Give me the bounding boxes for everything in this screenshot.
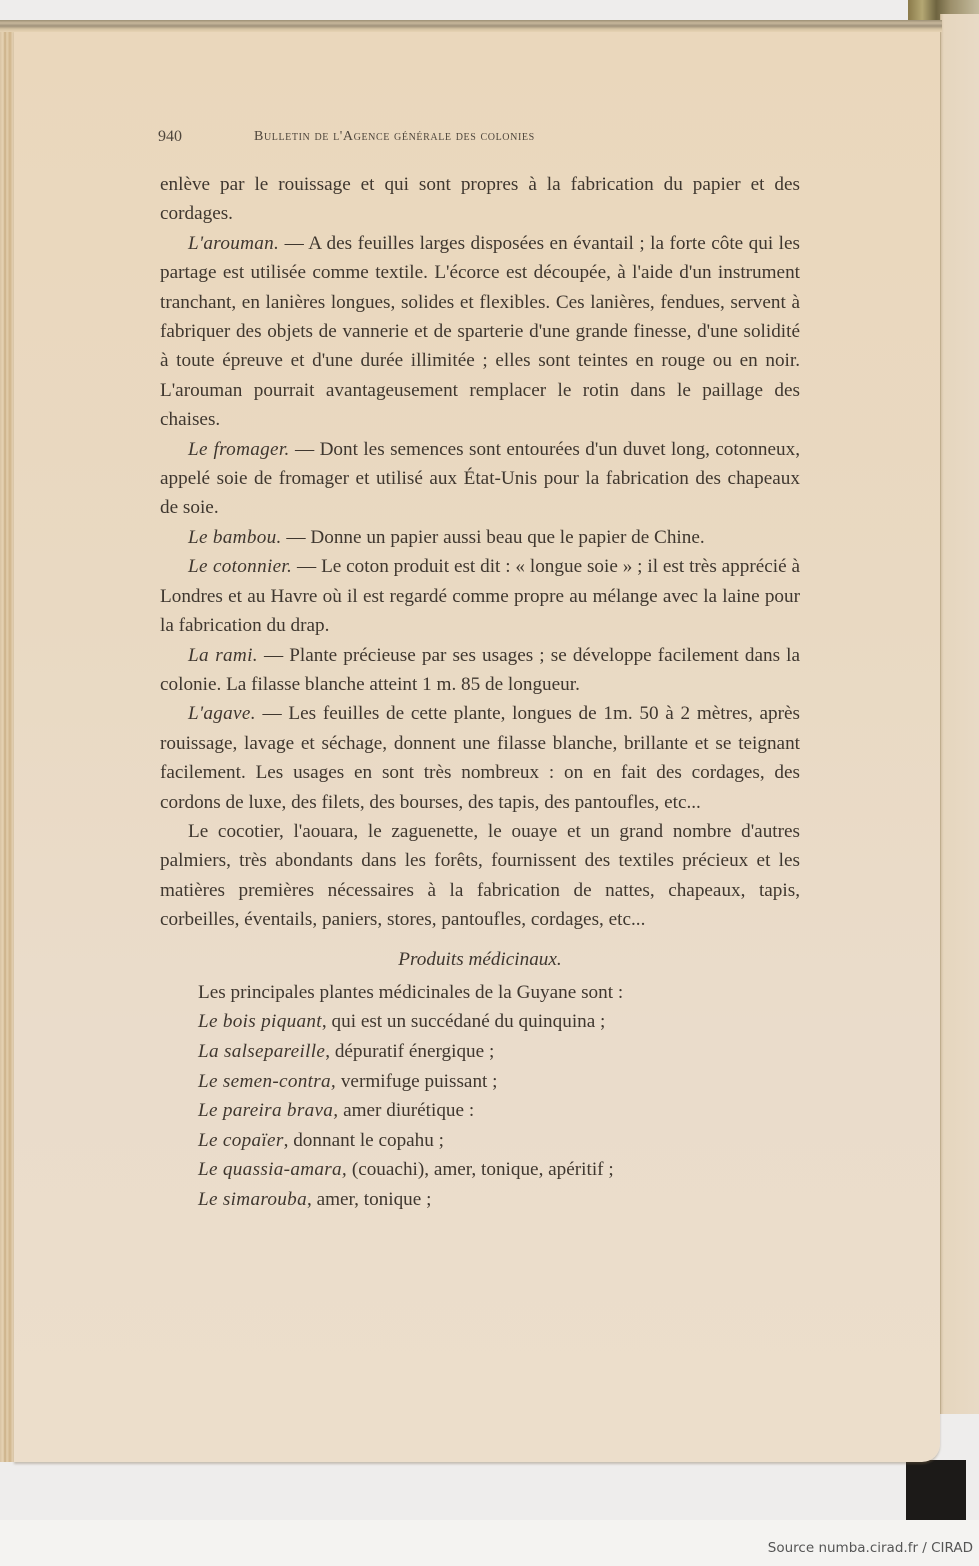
entry-term: La rami. — [188, 644, 258, 666]
list-item: Le simarouba, amer, tonique ; — [198, 1188, 432, 1210]
list-item: La salsepareille, dépuratif énergique ; — [198, 1040, 495, 1062]
list-item: Le copaïer, donnant le copahu ; — [198, 1129, 444, 1151]
entry-term: Le cotonnier. — [188, 556, 293, 578]
list-item: Le semen-contra, vermifuge puissant ; — [198, 1070, 498, 1092]
page-top-edge — [0, 20, 942, 32]
entry-term: L'agave. — [188, 703, 256, 725]
paragraph-cotonnier: Le cotonnier. — Le coton produit est dit : « longue soie » ; il est très apprécié à Londres et au Havre où il est regardé comme propre au mélange avec la laine pour la fabrication du drap. — [160, 556, 800, 637]
plant-name: Le simarouba — [198, 1188, 307, 1210]
entry-term: Le fromager. — [188, 438, 290, 460]
entry-term: L'arouman. — [188, 232, 280, 254]
paragraph-bambou: Le bambou. — Donne un papier aussi beau que le papier de Chine. — [188, 526, 705, 548]
source-credit: Source numba.cirad.fr / CIRAD — [767, 1540, 973, 1556]
plant-name: Le copaïer — [198, 1129, 284, 1151]
running-header — [158, 128, 798, 150]
list-intro: Les principales plantes médicinales de la Guyane sont : — [198, 981, 624, 1003]
scan-backing — [906, 1460, 966, 1520]
paragraph-agave: L'agave. — Les feuilles de cette plante, longues de 1m. 50 à 2 mètres, après rouissage, lavage et séchage, donnent une filasse blanche, brillante et se teignant facilement. Les usages en sont très nombreux : on en fait des cordages, des cordons de luxe, des filets, des bourses, des tapis, des pantoufles, etc... — [160, 703, 800, 813]
plant-name: Le pareira brava, — [198, 1100, 339, 1122]
plant-name: Le bois piquant — [198, 1011, 322, 1033]
plant-name: La salsepareille — [198, 1040, 326, 1062]
body-text — [160, 170, 800, 1215]
medicinal-plant-list — [160, 1007, 800, 1214]
section-title: Produits médicinaux. — [398, 948, 562, 970]
list-item: Le quassia-amara, (couachi), amer, tonique, apéritif ; — [198, 1159, 614, 1181]
paragraph-palmiers: Le cocotier, l'aouara, le zaguenette, le ouaye et un grand nombre d'autres palmiers, très abondants dans les forêts, fournissent des textiles précieux et les matières premières nécessaires à la fabrication de nattes, chapeaux, tapis, corbeilles, éventails, paniers, stores, pantoufles, cordages, etc... — [160, 820, 800, 931]
paragraph-continuation: enlève par le rouissage et qui sont propres à la fabrication du papier et des cordages. — [160, 174, 800, 225]
paragraph-rami: La rami. — Plante précieuse par ses usages ; se développe facilement dans la colonie. La filasse blanche atteint 1 m. 85 de longueur. — [160, 644, 800, 695]
paragraph-fromager: Le fromager. — Dont les semences sont entourées d'un duvet long, cotonneux, appelé soie de fromager et utilisé aux État-Unis pour la fabrication des chapeaux de soie. — [160, 438, 800, 519]
page-number: 940 — [158, 128, 182, 145]
entry-term: Le bambou. — [188, 526, 282, 548]
list-item: Le bois piquant, qui est un succédané du quinquina ; — [198, 1011, 606, 1033]
adjacent-page-edge — [940, 14, 979, 1414]
paragraph-arouman: L'arouman. — A des feuilles larges disposées en évantail ; la forte côte qui les partage est utilisée comme textile. L'écorce est découpée, à l'aide d'un instrument tranchant, en lanières longues, solides et flexibles. Ces lanières, fendues, servent à fabriquer des objets de vannerie et de sparterie d'une grande finesse, d'une solidité à toute épreuve et d'une durée illimitée ; elles sont teintes en rouge ou en noir. L'arouman pourrait avantageusement remplacer le rotin dans le paillage des chaises. — [160, 232, 800, 431]
plant-name: Le semen-contra, — [198, 1070, 337, 1092]
list-item: Le pareira brava, amer diurétique : — [198, 1100, 475, 1122]
plant-name: Le quassia-amara, — [198, 1159, 348, 1181]
journal-title: Bulletin de l'Agence générale des colonies — [254, 129, 535, 144]
